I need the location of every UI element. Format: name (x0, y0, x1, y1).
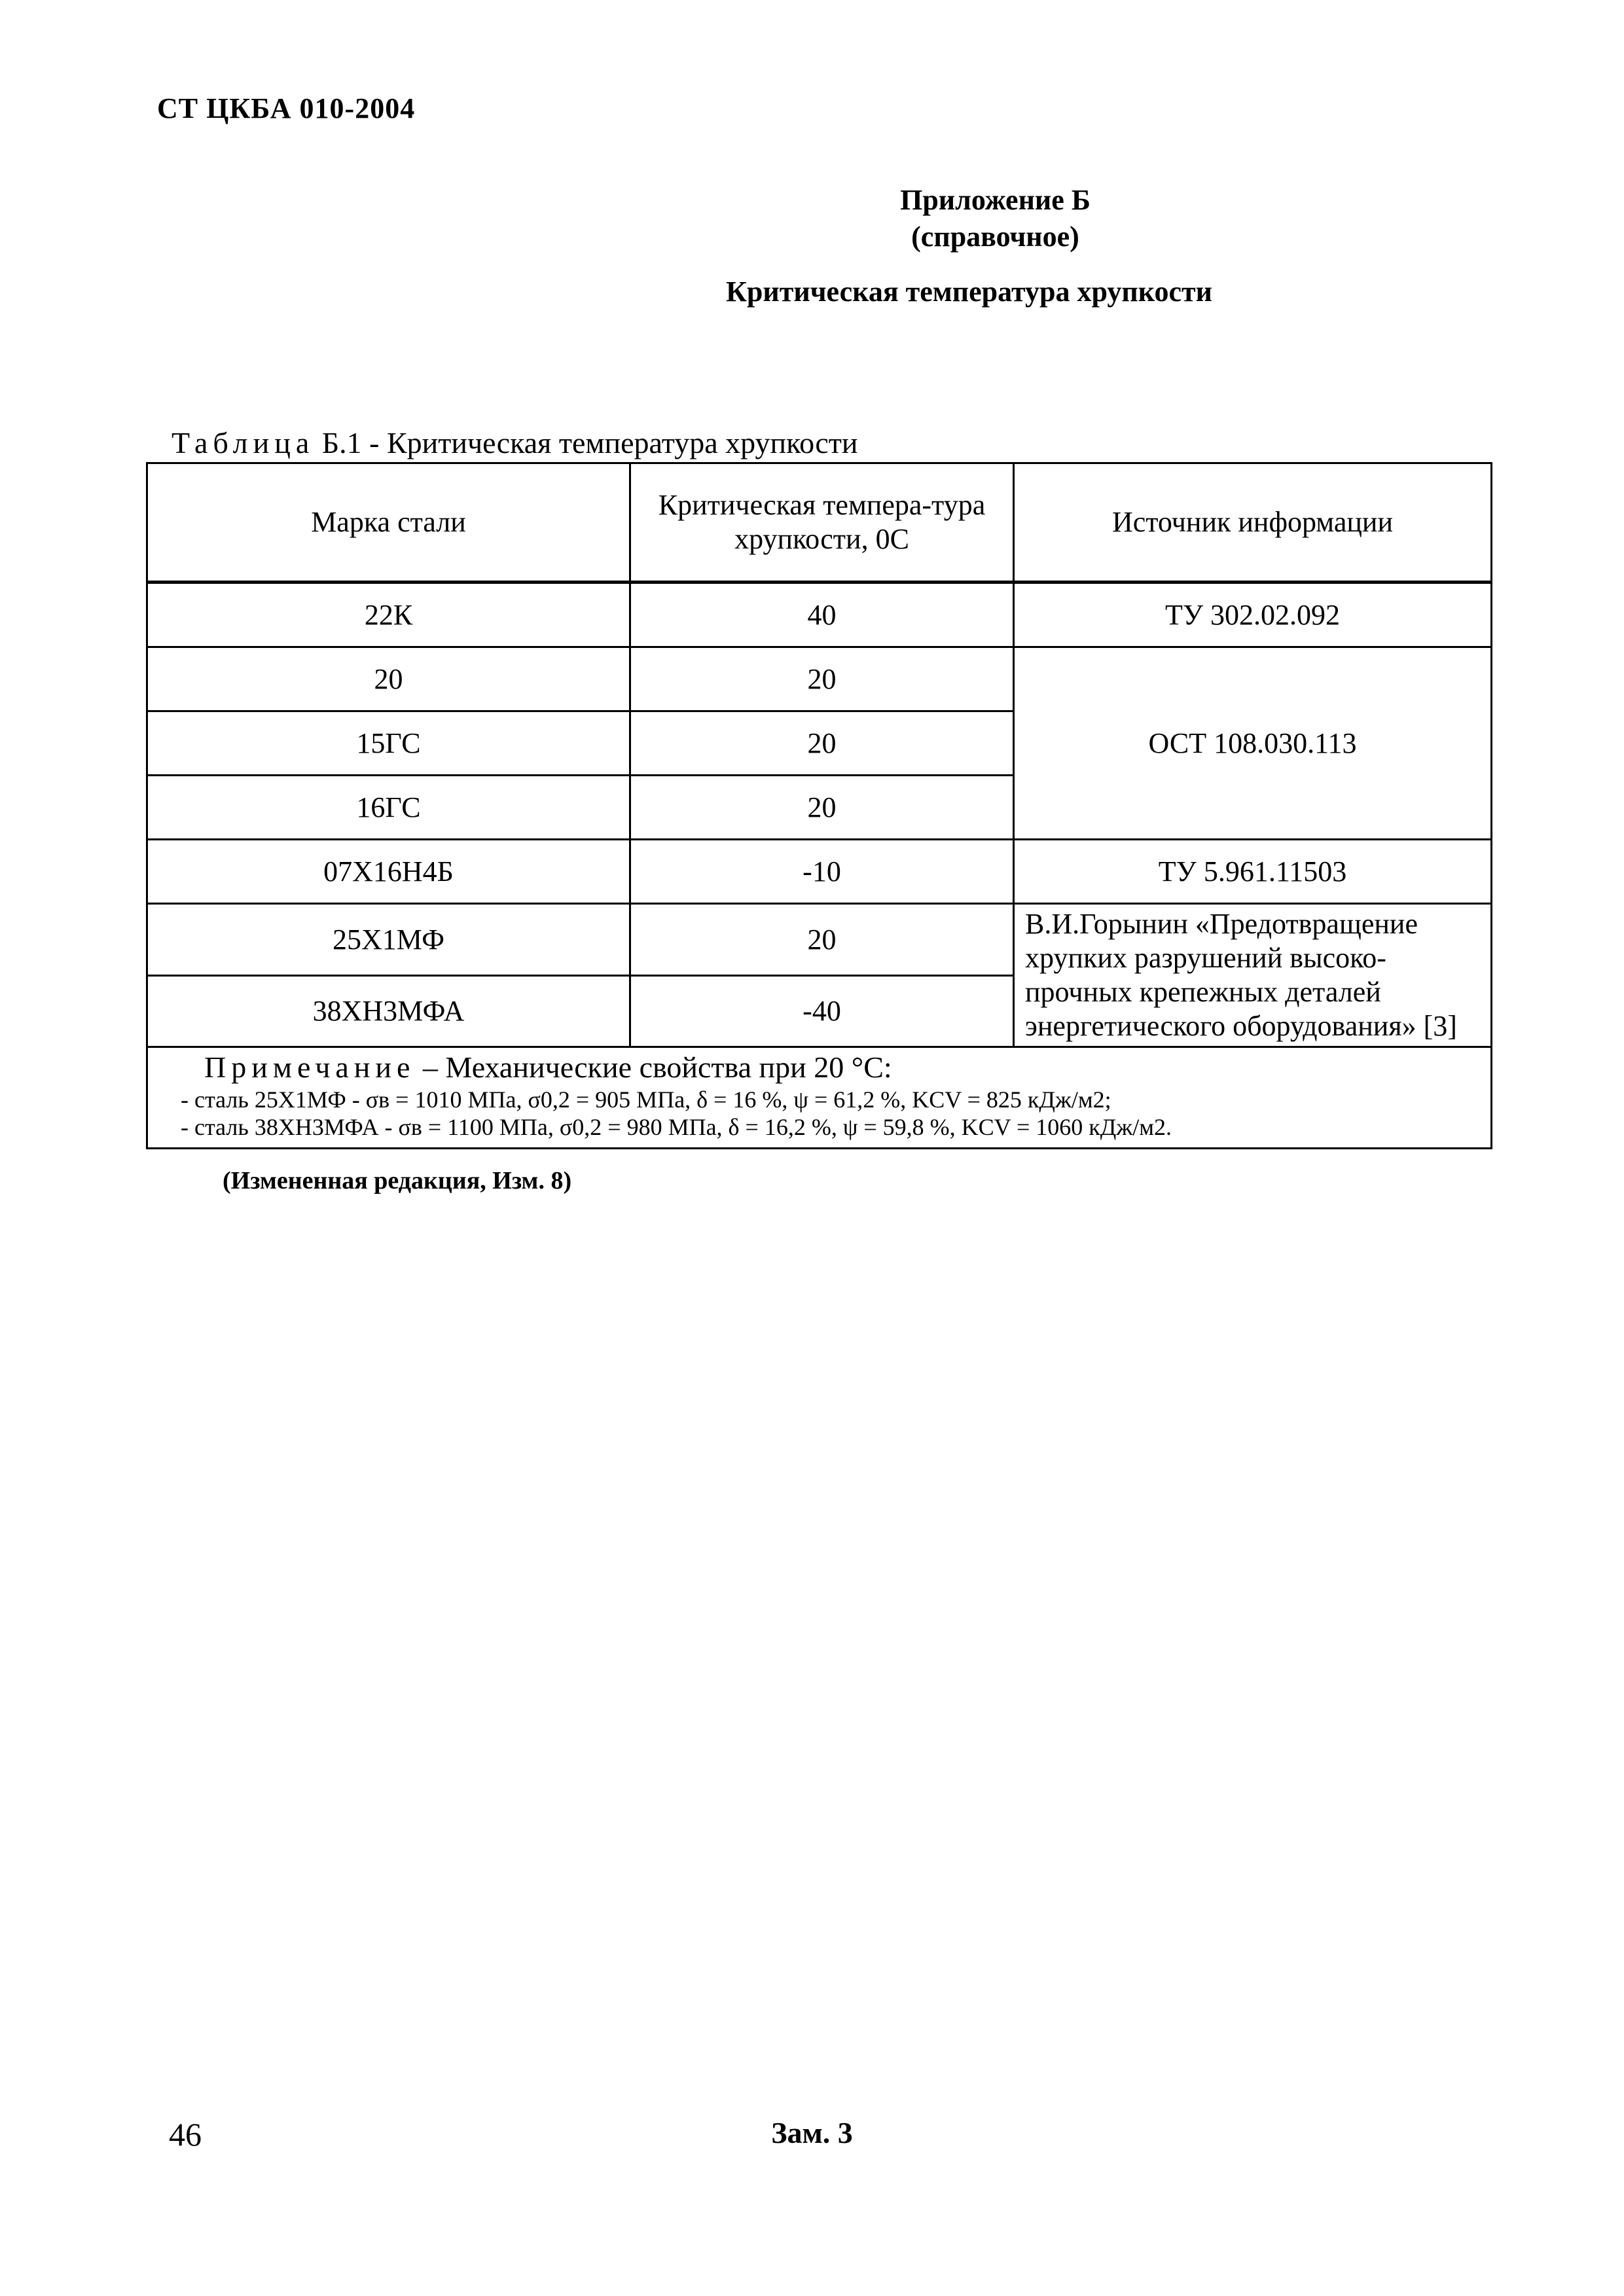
appendix-kind: (справочное) (911, 221, 1079, 253)
column-header-source: Источник информации (1014, 463, 1492, 583)
appendix-heading: Критическая температура хрупкости (726, 276, 1212, 308)
note-heading (204, 1049, 1490, 1086)
table-note-row (147, 1047, 1492, 1149)
cell-source: ТУ 5.961.11503 (1014, 840, 1492, 904)
column-header-grade: Марка стали (147, 463, 630, 583)
note-text: – Механические свойства при 20 °С: (422, 1050, 892, 1084)
cell-temperature: -40 (630, 975, 1014, 1047)
column-header-temperature: Критическая темпера-тура хрупкости, 0С (630, 463, 1014, 583)
cell-grade: 20 (147, 647, 630, 711)
revision-note: (Измененная редакция, Изм. 8) (223, 1167, 572, 1194)
brittleness-table (146, 462, 1492, 1149)
note-label: Примечание (204, 1050, 416, 1084)
table-caption-text: Б.1 - Критическая температура хрупкости (321, 426, 858, 459)
page-number: 46 (169, 2116, 202, 2153)
cell-source-gorynin: В.И.Горынин «Предотвращение хрупких разрушений высоко-прочных крепежных деталей энергетического оборудования» [3] (1014, 904, 1492, 1047)
cell-temperature: -10 (630, 840, 1014, 904)
cell-source: ТУ 302.02.092 (1014, 583, 1492, 647)
table-row (147, 647, 1492, 711)
cell-grade: 22К (147, 583, 630, 647)
appendix-title: Приложение Б (900, 184, 1091, 216)
cell-grade: 15ГС (147, 711, 630, 776)
cell-temperature: 20 (630, 904, 1014, 976)
table-header-row (147, 463, 1492, 583)
cell-source-ost: ОСТ 108.030.113 (1014, 647, 1492, 840)
table-caption-prefix: Таблица (171, 426, 315, 459)
table-row (147, 904, 1492, 976)
cell-grade: 07Х16Н4Б (147, 840, 630, 904)
note-line: - сталь 25Х1МФ - σв = 1010 МПа, σ0,2 = 905 МПа, δ = 16 %, ψ = 61,2 %, KCV = 825 кДж/м2; (181, 1086, 1111, 1113)
table-row (147, 583, 1492, 647)
cell-temperature: 40 (630, 583, 1014, 647)
note-line: - сталь 38ХН3МФА - σв = 1100 МПа, σ0,2 = 980 МПа, δ = 16,2 %, ψ = 59,8 %, KCV = 1060 кДж/м2. (181, 1114, 1172, 1140)
table-note (147, 1047, 1492, 1149)
cell-grade: 16ГС (147, 776, 630, 840)
change-mark: Зам. 3 (771, 2116, 853, 2149)
cell-temperature: 20 (630, 711, 1014, 776)
cell-grade: 25Х1МФ (147, 904, 630, 976)
table-caption (171, 425, 857, 460)
cell-temperature: 20 (630, 647, 1014, 711)
document-code: СТ ЦКБА 010-2004 (157, 92, 416, 124)
cell-grade: 38ХН3МФА (147, 975, 630, 1047)
table-row (147, 840, 1492, 904)
cell-temperature: 20 (630, 776, 1014, 840)
